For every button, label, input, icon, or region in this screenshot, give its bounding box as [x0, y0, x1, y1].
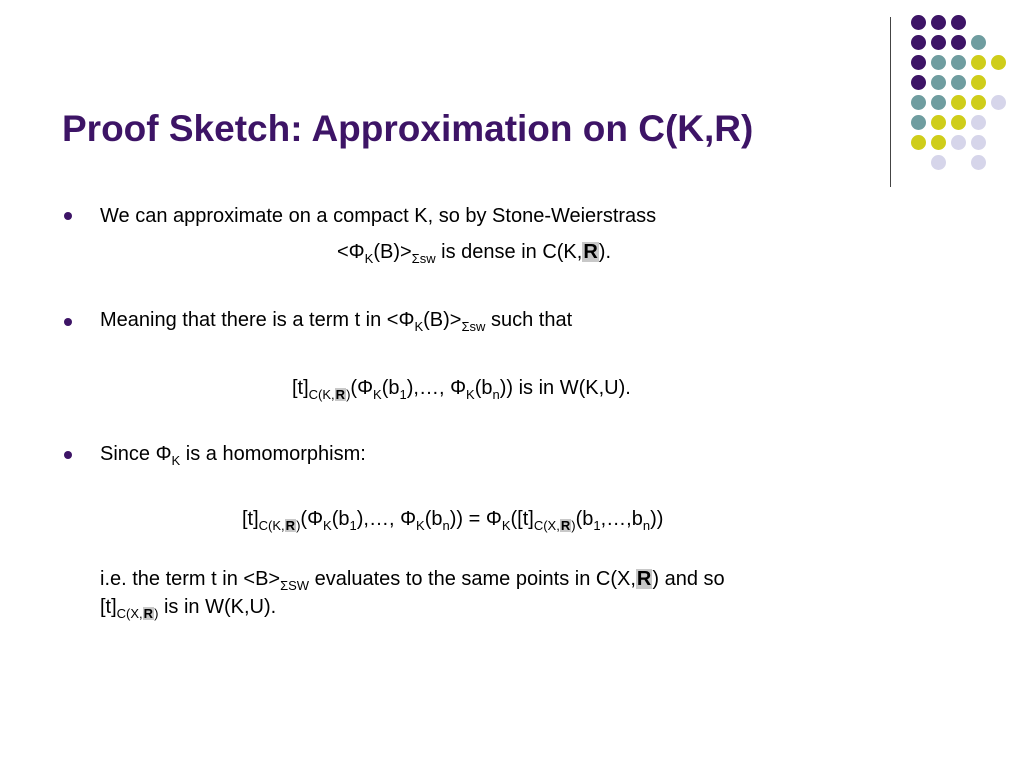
dot — [991, 95, 1006, 110]
dot — [931, 135, 946, 150]
conclusion-line-1: i.e. the term t in $<B>_{\Sigma SW}$ evaluates to the same points in C(X,R) and so — [100, 568, 725, 593]
dot — [931, 115, 946, 130]
dot — [911, 35, 926, 50]
dot — [931, 55, 946, 70]
dot — [911, 15, 926, 30]
dot — [991, 55, 1006, 70]
dot — [951, 95, 966, 110]
dot — [971, 35, 986, 50]
bullet-1-marker — [64, 212, 72, 220]
bold-r-symbol: R — [285, 518, 296, 533]
dot — [971, 135, 986, 150]
dot — [931, 95, 946, 110]
dot — [951, 115, 966, 130]
dot — [911, 75, 926, 90]
bullet-3-marker — [64, 451, 72, 459]
dot — [971, 75, 986, 90]
decorative-dot-grid — [905, 15, 1015, 165]
dot — [971, 95, 986, 110]
dot — [931, 75, 946, 90]
slide-title: Proof Sketch: Approximation on C(K,R) — [62, 108, 754, 149]
bullet-2-marker — [64, 318, 72, 326]
dot — [911, 115, 926, 130]
dot — [971, 55, 986, 70]
bold-r-symbol: R — [335, 387, 346, 402]
bullet-3-text: Since $\Phi_K$ is a homomorphism: — [100, 443, 366, 468]
bold-r-symbol: R — [636, 568, 652, 590]
formula-homomorphism: $[t]_{C(K,R)}(\Phi_K(b_1),\dots$, $\Phi_K(b_n)$) = $\Phi_K([t]_{C(X,R)}(b_1,\dots,b_n))$ — [242, 508, 664, 533]
title-divider-line — [890, 17, 891, 187]
bullet-1-formula: $<\Phi_K(B)>_{\Sigma sw}$ is dense in C(K,R). — [337, 241, 611, 266]
bullet-2-text: Meaning that there is a term t in $<\Phi_K(B)>_{\Sigma sw}$ such that — [100, 309, 573, 334]
dot — [951, 55, 966, 70]
bold-r-symbol: R — [583, 241, 598, 263]
dot — [971, 155, 986, 170]
dot — [931, 15, 946, 30]
dot — [911, 95, 926, 110]
formula-term-in-wku: $[t]_{C(K,R)}(\Phi_K(b_1),\dots$, $\Phi_K(b_n)$) is in W(K,U). — [292, 377, 631, 402]
bold-r-symbol: R — [143, 606, 154, 621]
dot — [951, 35, 966, 50]
dot — [951, 75, 966, 90]
dot — [971, 115, 986, 130]
bullet-1-text: We can approximate on a compact K, so by Stone-Weierstrass — [100, 205, 657, 227]
dot — [931, 35, 946, 50]
dot — [911, 55, 926, 70]
dot — [931, 155, 946, 170]
conclusion-line-2: $[t]_{C(X,R)}$ is in W(K,U). — [100, 596, 277, 621]
dot — [911, 135, 926, 150]
bold-r-symbol: R — [560, 518, 571, 533]
dot — [951, 15, 966, 30]
dot — [951, 135, 966, 150]
